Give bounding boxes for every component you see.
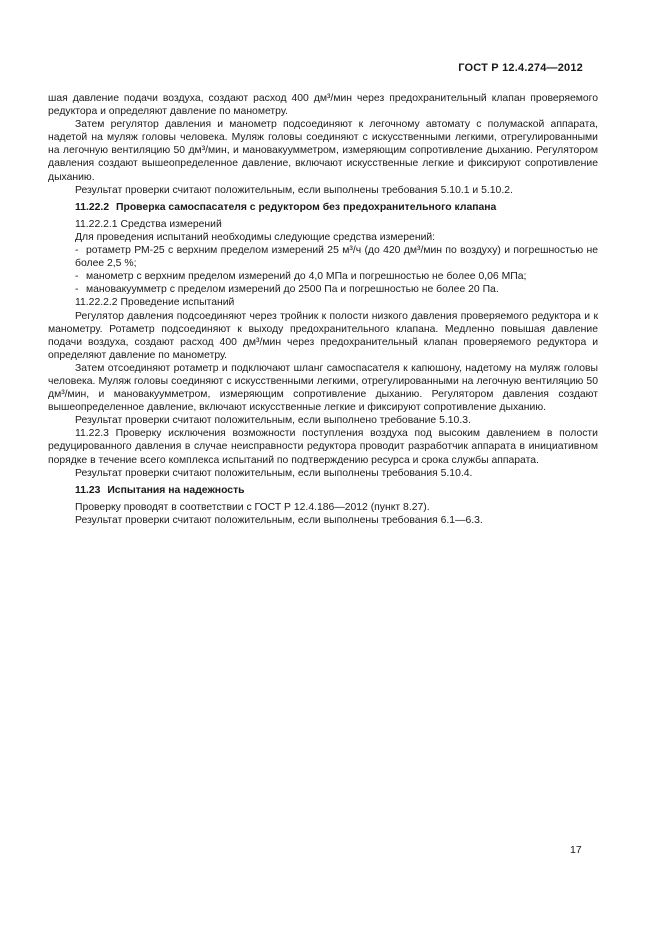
list-item-manovacuummeter: [48, 283, 598, 296]
document-header: ГОСТ Р 12.4.274—2012: [458, 62, 583, 74]
paragraph-test-procedure-2: Затем отсоединяют ротаметр и подключают шланг самоспасателя к капюшону, надетому на муляж головы человека. Муляж головы соединяют с искусственными легкими, отрегулированными на легочную вентиляцию 50 дм³/мин, и мановакуумметром, измеряющим сопротивление дыханию. Регулятором давления создают вышеопределенное давление, включают искусственные легкие и фиксируют сопротивление дыханию.: [48, 362, 598, 414]
section-title: Испытания на надежность: [107, 484, 245, 496]
section-title: Проверка самоспасателя с редуктором без предохранительного клапана: [116, 201, 497, 213]
dash-marker: -: [75, 271, 79, 283]
paragraph-11-22-3: 11.22.3 Проверку исключения возможности поступления воздуха под высоким давлением в полости редуцированного давления в случае неисправности редуктора проводит разработчик аппарата в инициативном порядке в течение всего комплекса испытаний по подтверждению ресурса и срока службы аппарата.: [48, 428, 598, 466]
list-item-text: мановакуумметр с пределом измерений до 2500 Па и погрешностью не более 20 Па.: [86, 284, 499, 296]
paragraph-regulator: Затем регулятор давления и манометр подсоединяют к легочному автомату с полумаской аппарата, надетой на муляж головы человека. Муляж головы соединяют с искусственными легкими, отрегулированными на легочную вентиляцию 50 дм³/мин, и мановакуумметром, измеряющим сопротивление дыханию. Регулятором давления создают вышеопределенное давление, включают искусственные легкие и фиксируют сопротивление дыханию.: [48, 119, 598, 183]
document-body: [48, 92, 598, 527]
list-item-rotameter: [48, 244, 598, 270]
page-number: 17: [570, 844, 582, 856]
dash-marker: -: [75, 284, 79, 296]
section-heading-11-23: [48, 484, 598, 497]
list-item-text: ротаметр РМ-25 с верхним пределом измерений 25 м³/ч (до 420 дм³/мин по воздуху) и погрешностью не более 2,5 %;: [75, 245, 598, 270]
dash-marker: -: [75, 245, 79, 257]
subsection-heading-11-22-2-1: 11.22.2.1 Средства измерений: [75, 218, 222, 230]
paragraph-reliability-method: Проверку проводят в соответствии с ГОСТ Р 12.4.186—2012 (пункт 8.27).: [75, 501, 430, 513]
paragraph-continued: шая давление подачи воздуха, создают расход 400 дм³/мин через предохранительный клапан проверяемого редуктора и определяют давление по манометру.: [48, 93, 598, 118]
list-item-manometer: [48, 270, 598, 283]
section-number: 11.22.2: [75, 201, 110, 213]
section-number: 11.23: [75, 484, 101, 496]
paragraph-test-procedure-1: Регулятор давления подсоединяют через тройник к полости низкого давления проверяемого редуктора и к манометру. Ротаметр подсоединяют к выходу предохранительного клапана. Медленно повышая давление подачи воздуха, создают расход 400 дм³/мин через предохранительный клапан проверяемого редуктора и определяют давление по манометру.: [48, 310, 598, 361]
paragraph-result-6-1: Результат проверки считают положительным, если выполнены требования 6.1—6.3.: [75, 514, 483, 526]
paragraph-result-5-10-1: Результат проверки считают положительным, если выполнены требования 5.10.1 и 5.10.2.: [75, 184, 513, 196]
subsection-heading-11-22-2-2: 11.22.2.2 Проведение испытаний: [75, 297, 235, 309]
paragraph-result-5-10-3: Результат проверки считают положительным, если выполнено требование 5.10.3.: [75, 415, 471, 427]
paragraph-result-5-10-4: Результат проверки считают положительным, если выполнены требования 5.10.4.: [75, 467, 473, 479]
section-heading-11-22-2: [48, 201, 598, 214]
paragraph-instruments-intro: Для проведения испытаний необходимы следующие средства измерений:: [75, 231, 436, 243]
list-item-text: манометр с верхним пределом измерений до 4,0 МПа и погрешностью не более 0,06 МПа;: [86, 271, 527, 283]
